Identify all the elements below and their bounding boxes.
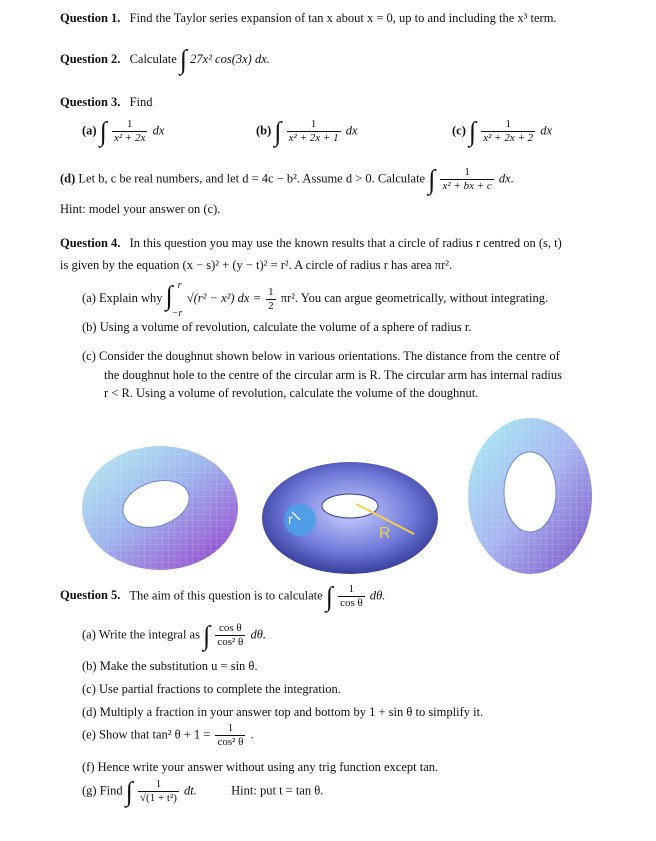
q3d-label: (d): [60, 171, 76, 186]
q3-label: Question 3.: [60, 95, 121, 109]
question-3: [60, 95, 153, 110]
q3c-dx: dx: [540, 123, 553, 138]
q4-part-a: [82, 280, 549, 319]
q5e-end: .: [250, 727, 254, 742]
upper-limit: r: [177, 280, 182, 291]
integral-sign: ∫: [274, 115, 282, 147]
q5g-text: (g) Find: [82, 783, 123, 798]
q5-text: The aim of this question is to calculate: [129, 588, 323, 603]
q4-part-c-line1: (c) Consider the doughnut shown below in various orientations. The distance from the centre of: [82, 349, 560, 363]
label-R: R: [379, 525, 391, 542]
doughnut-front-view: [262, 462, 438, 574]
q4-intro1: In this question you may use the known results that a circle of radius r centred on (s, t): [129, 236, 562, 250]
question-2: [60, 44, 270, 75]
q4a-frac-den: 2: [268, 299, 274, 312]
q1-label: Question 1.: [60, 11, 121, 25]
q2-label: Question 2.: [60, 51, 121, 66]
q5a-fraction: [215, 622, 245, 649]
q5-part-g: [82, 775, 324, 807]
q3d-dx: dx.: [498, 171, 514, 186]
doughnut-tilted-left: [82, 446, 238, 570]
q5-main-dtheta: dθ.: [369, 588, 386, 603]
q5-part-e: [82, 722, 254, 749]
q4-intro2: is given by the equation (x − s)² + (y − t)² = r². A circle of radius r has area πr².: [60, 258, 453, 272]
q4-part-b: (b) Using a volume of revolution, calculate the volume of a sphere of radius r.: [82, 320, 472, 334]
q5-part-d: (d) Multiply a fraction in your answer top and bottom by 1 + sin θ to simplify it.: [82, 705, 484, 719]
question-1: [60, 11, 557, 26]
q3b-den: x² + 2x + 1: [288, 132, 339, 144]
q3-hint: Hint: model your answer on (c).: [60, 202, 221, 216]
q5g-fraction: [138, 778, 179, 805]
q5a-den: cos² θ: [217, 636, 244, 648]
q3b-num: 1: [287, 118, 341, 132]
q3-part-d: [60, 163, 514, 195]
q4a-frac-num: 1: [268, 285, 274, 298]
integral-sign: ∫: [125, 775, 133, 807]
q5a-text: (a) Write the integral as: [82, 627, 200, 642]
integral-sign: ∫: [203, 619, 211, 651]
question-5: [60, 580, 386, 612]
q3a-fraction: [112, 118, 148, 145]
q2-text: Calculate: [129, 51, 177, 66]
integral-sign: ∫: [165, 280, 173, 311]
q4-part-c-line3: r < R. Using a volume of revolution, calculate the volume of the doughnut.: [104, 386, 479, 400]
q3d-text: Let b, c be real numbers, and let d = 4c − b². Assume d > 0. Calculate: [78, 171, 426, 186]
q5g-num: 1: [138, 778, 179, 792]
q3a-dx: dx: [152, 123, 165, 138]
q3a-den: x² + 2x: [113, 132, 146, 144]
q5-part-a: [82, 619, 266, 651]
q5e-den: cos² θ: [217, 736, 244, 748]
q5a-num: cos θ: [215, 622, 245, 636]
integral-sign: ∫: [325, 580, 333, 612]
q4a-integrand: √(r² − x²) dx =: [186, 290, 262, 305]
q3-part-c: [452, 115, 553, 147]
q5-main-fraction: [338, 583, 365, 610]
q4a-fraction: [266, 286, 276, 313]
q3c-label: (c): [452, 123, 466, 138]
q5g-hint: Hint: put t = tan θ.: [231, 783, 324, 798]
q5g-dt: dt.: [184, 783, 197, 798]
q5e-text: (e) Show that tan² θ + 1 =: [82, 727, 211, 742]
q3-part-b: [256, 115, 358, 147]
q3c-num: 1: [481, 118, 535, 132]
q4-part-c-line2: the doughnut hole to the centre of the circular arm is R. The circular arm has internal radius: [104, 368, 562, 382]
doughnut-figures: [78, 406, 598, 584]
q3b-label: (b): [256, 123, 272, 138]
label-r: r: [288, 511, 293, 527]
q4a-rest: πr². You can argue geometrically, without integrating.: [280, 290, 549, 305]
q3b-fraction: [287, 118, 341, 145]
q3-part-a: [82, 115, 165, 147]
q5-main-den: cos θ: [340, 597, 363, 609]
q3c-fraction: [481, 118, 535, 145]
q5-part-b: (b) Make the substitution u = sin θ.: [82, 659, 258, 673]
q5a-dtheta: dθ.: [250, 627, 266, 642]
q3a-num: 1: [112, 118, 148, 132]
q5-label: Question 5.: [60, 588, 121, 603]
q3c-den: x² + 2x + 2: [483, 132, 534, 144]
q3d-den: x² + bx + c: [442, 180, 492, 192]
q3a-label: (a): [82, 123, 97, 138]
q3d-fraction: [440, 166, 493, 193]
q5e-num: 1: [215, 722, 245, 736]
integral-sign: ∫: [179, 44, 188, 75]
q2-expr: 27x² cos(3x) dx.: [190, 51, 270, 66]
q3-text: Find: [129, 95, 153, 109]
q5e-fraction: [215, 722, 245, 749]
q1-text: Find the Taylor series expansion of tan x about x = 0, up to and including the x³ term.: [129, 11, 557, 25]
question-4: [60, 236, 562, 251]
doughnut-tilted-right: [468, 418, 592, 574]
q5-main-num: 1: [338, 583, 365, 597]
q5-part-f: (f) Hence write your answer without using any trig function except tan.: [82, 760, 439, 774]
definite-integral: [165, 280, 184, 319]
lower-limit: −r: [171, 308, 183, 319]
q3d-num: 1: [440, 166, 493, 180]
q4a-text: (a) Explain why: [82, 290, 163, 305]
q3b-dx: dx: [345, 123, 358, 138]
q5-part-c: (c) Use partial fractions to complete the integration.: [82, 682, 341, 696]
q4-label: Question 4.: [60, 236, 121, 250]
integral-sign: ∫: [428, 163, 436, 195]
integral-sign: ∫: [469, 115, 477, 147]
integral-sign: ∫: [99, 115, 107, 147]
q5g-den: √(1 + t²): [140, 792, 177, 804]
